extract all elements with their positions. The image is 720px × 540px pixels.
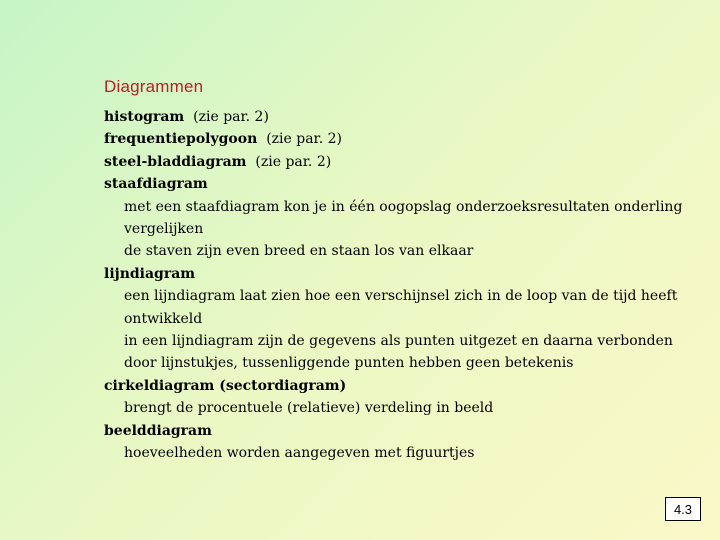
description-line: hoeveelheden worden aangegeven met figuurtjes: [124, 445, 475, 462]
diagram-list: [104, 106, 704, 465]
term-reference: (zie par. 2): [193, 109, 269, 125]
description-line: een lijndiagram laat zien hoe een verschijnsel zich in de loop van de tijd heeft: [124, 288, 678, 305]
term-beelddiagram: beelddiagram: [104, 422, 212, 439]
term-histogram: histogram: [104, 109, 185, 125]
description-line: in een lijndiagram zijn de gegevens als punten uitgezet en daarna verbonden: [124, 333, 673, 350]
slide-title: Diagrammen: [104, 77, 204, 96]
description-line: door lijnstukjes, tussenliggende punten hebben geen betekenis: [124, 355, 574, 372]
description-line: vergelijken: [124, 221, 204, 238]
page-number-badge: 4.3: [665, 497, 701, 521]
term-reference: (zie par. 2): [255, 153, 332, 170]
term-reference: (zie par. 2): [266, 131, 342, 148]
list-item: [104, 420, 704, 442]
list-item: [104, 128, 704, 150]
description-line: met een staafdiagram kon je in één oogopslag onderzoeksresultaten onderling: [124, 198, 683, 215]
list-item: [104, 263, 704, 285]
list-item: [104, 151, 704, 173]
term-staafdiagram: staafdiagram: [104, 176, 208, 193]
term-steel-bladdiagram: steel-bladdiagram: [104, 153, 247, 170]
list-item: [104, 106, 704, 128]
description-line: ontwikkeld: [124, 310, 203, 327]
description-line: brengt de procentuele (relatieve) verdeling in beeld: [124, 400, 494, 417]
term-lijndiagram: lijndiagram: [104, 265, 196, 282]
description-line: de staven zijn even breed en staan los van elkaar: [124, 243, 474, 260]
list-item: [104, 173, 704, 195]
list-item: [104, 375, 704, 397]
term-cirkeldiagram: cirkeldiagram (sectordiagram): [104, 377, 347, 394]
term-frequentiepolygoon: frequentiepolygoon: [104, 131, 258, 148]
